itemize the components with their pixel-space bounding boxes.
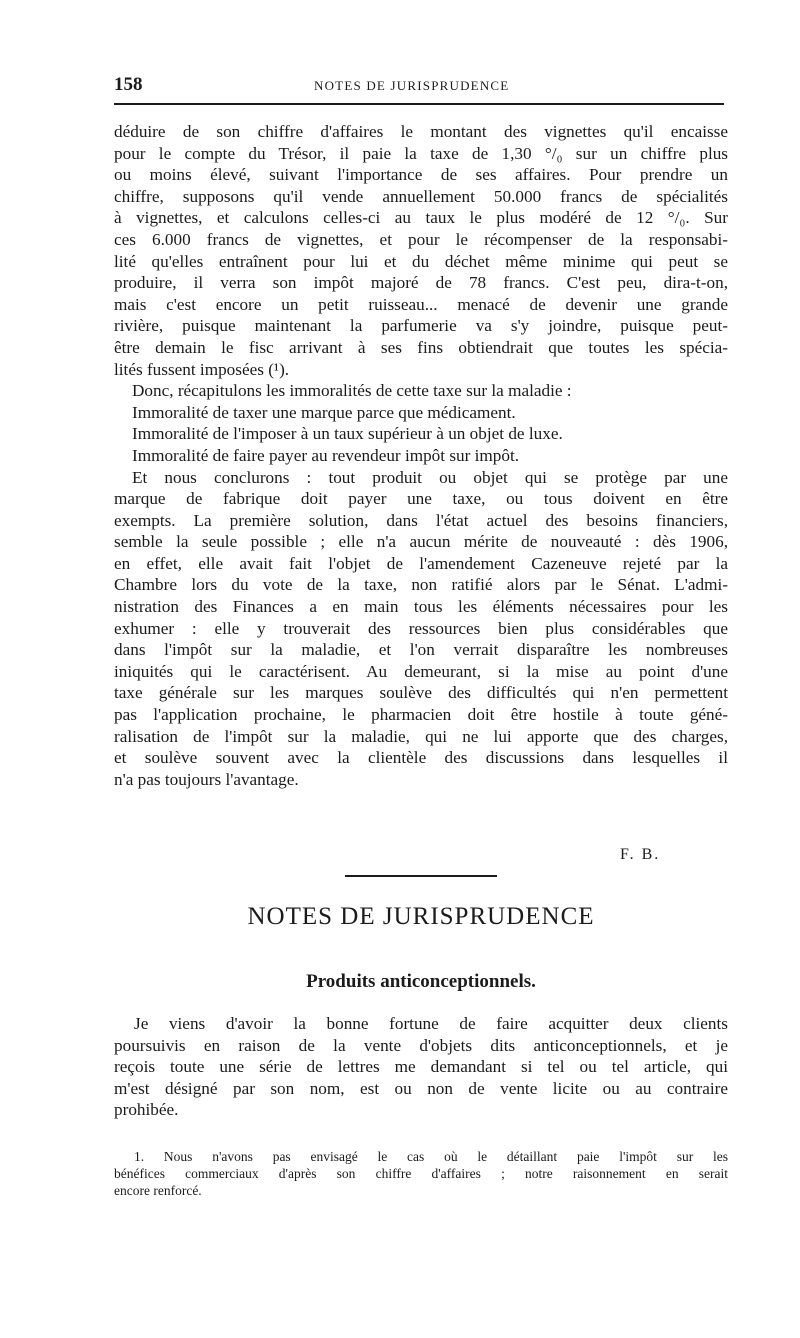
text-line: ou moins élevé, suivant l'importance de ses affaires. Pour prendre un xyxy=(114,165,728,185)
page-number: 158 xyxy=(114,74,143,95)
text-line: prohibée. xyxy=(114,1100,179,1120)
text-line: exhumer : elle y trouverait des ressources bien plus considérables que xyxy=(114,618,728,638)
paragraph-1 xyxy=(114,121,728,380)
footnote xyxy=(114,1148,728,1199)
author-signature: F. B. xyxy=(620,846,661,863)
text-line: ces 6.000 francs de vignettes, et pour le récompenser de la responsabi- xyxy=(114,229,728,249)
text-line: dans l'impôt sur la maladie, et l'on verrait disparaître les nombreuses xyxy=(114,640,728,660)
text-line: nistration des Finances a en main tous les éléments nécessaires pour les xyxy=(114,597,728,617)
section-intro xyxy=(114,1013,728,1121)
text-line: mais c'est encore un petit ruisseau... menacé de devenir une grande xyxy=(114,294,728,314)
text-line: déduire de son chiffre d'affaires le montant des vignettes qu'il encaisse xyxy=(114,122,728,141)
footnote-line: bénéfices commerciaux d'après son chiffre d'affaires ; notre raisonnement en serait xyxy=(114,1166,728,1181)
paragraph-3: Immoralité de taxer une marque parce que médicament. xyxy=(132,402,516,422)
text-line: taxe générale sur les marques soulève des difficultés qui n'en permettent xyxy=(114,683,728,703)
paragraph-6 xyxy=(114,467,728,791)
footnote-line: 1. Nous n'avons pas envisagé le cas où le détaillant paie l'impôt sur les xyxy=(134,1149,728,1164)
text-line: ralisation de l'impôt sur la maladie, qui ne lui apporte que des charges, xyxy=(114,726,728,746)
text-line: chiffre, supposons qu'il vende annuellement 50.000 francs de spécialités xyxy=(114,186,728,206)
text-line: à vignettes, et calculons celles-ci au taux le plus modéré de 12 °/₀. Sur xyxy=(114,208,728,228)
section-subtitle: Produits anticonceptionnels. xyxy=(306,971,536,992)
text-line: semble la seule possible ; elle n'a aucun mérite de nouveauté : dès 1906, xyxy=(114,532,728,552)
article-body xyxy=(114,121,728,790)
text-line: Je viens d'avoir la bonne fortune de faire acquitter deux clients xyxy=(134,1014,728,1033)
text-line: iniquités qui le caractérisent. Au demeurant, si la mise au point d'une xyxy=(114,661,728,681)
text-line: rivière, puisque maintenant la parfumerie va s'y joindre, puisque peut- xyxy=(114,316,728,336)
paragraph-4: Immoralité de l'imposer à un taux supérieur à un objet de luxe. xyxy=(132,424,563,444)
paragraph-2: Donc, récapitulons les immoralités de cette taxe sur la maladie : xyxy=(132,381,572,401)
text-line: reçois toute une série de lettres me demandant si tel ou tel article, qui xyxy=(114,1057,728,1077)
section-title: NOTES DE JURISPRUDENCE xyxy=(247,903,595,930)
text-line: m'est désigné par son nom, est ou non de vente licite ou au contraire xyxy=(114,1078,728,1098)
text-line: poursuivis en raison de la vente d'objets dits anticonceptionnels, et je xyxy=(114,1035,728,1055)
paragraph-5: Immoralité de faire payer au revendeur impôt sur impôt. xyxy=(132,445,520,465)
footnote-line: encore renforcé. xyxy=(114,1183,202,1198)
running-title: NOTES DE JURISPRUDENCE xyxy=(314,78,510,93)
text-line: lité qu'elles entraînent pour lui et du déchet même minime qui peut se xyxy=(114,251,728,271)
text-line: exempts. La première solution, dans l'état actuel des besoins financiers, xyxy=(114,510,728,530)
text-line: Chambre lors du vote de la taxe, non ratifié alors par le Sénat. L'admi- xyxy=(114,575,728,595)
text-line: lités fussent imposées (¹). xyxy=(114,359,290,379)
text-line: être demain le fisc arrivant à ses fins obtiendrait que toutes les spécia- xyxy=(114,337,728,357)
page-header xyxy=(114,74,726,98)
text-line: pour le compte du Trésor, il paie la taxe de 1,30 °/₀ sur un chiffre plus xyxy=(114,143,728,163)
text-line: produire, il verra son impôt majoré de 78 francs. C'est peu, dira-t-on, xyxy=(114,273,728,293)
text-line: marque de fabrique doit payer une taxe, ou tous doivent en être xyxy=(114,489,728,509)
text-line: Et nous conclurons : tout produit ou objet qui se protège par une xyxy=(132,467,728,487)
header-rule xyxy=(114,103,724,105)
text-line: et soulève souvent avec la clientèle des discussions dans lesquelles il xyxy=(114,748,728,768)
text-line: n'a pas toujours l'avantage. xyxy=(114,769,299,789)
text-line: pas l'application prochaine, le pharmacien doit être hostile à toute géné- xyxy=(114,705,728,725)
section-divider xyxy=(345,875,497,877)
text-line: en effet, elle avait fait l'objet de l'amendement Cazeneuve rejeté par la xyxy=(114,553,728,573)
